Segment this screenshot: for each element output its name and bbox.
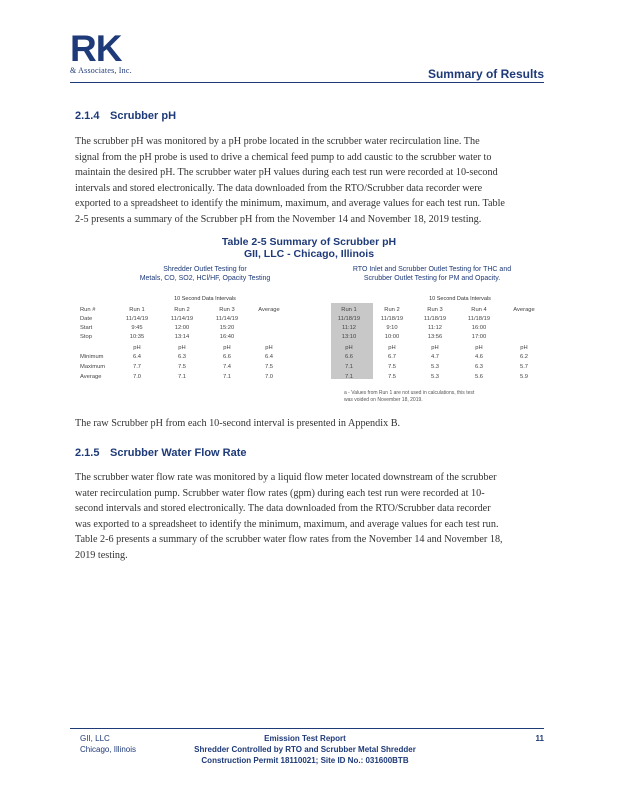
table-cell: 5.7 (519, 364, 529, 370)
table-subtitle: GII, LLC - Chicago, Illinois (243, 248, 375, 260)
table-cell: 11/18/19 (467, 316, 491, 322)
table-cell: 11:12 (427, 325, 443, 331)
paragraph-appendix-ref: The raw Scrubber pH from each 10-second interval is presented in Appendix B. (75, 418, 401, 429)
row-label: Date (80, 316, 93, 322)
paragraph-line: Table 2-6 presents a summary of the scrubber water flow rates from the November 14 and November 18, (75, 534, 503, 546)
table-cell: 7.5 (177, 364, 187, 370)
table-cell: 11/14/19 (125, 316, 149, 322)
footer-center (180, 733, 430, 766)
section-title: Scrubber pH (110, 110, 177, 122)
table-cell: Run 1 (129, 307, 145, 313)
footer-left (80, 733, 136, 755)
table-cell: 6.4 (132, 354, 142, 360)
footer-location: Chicago, Illinois (80, 745, 137, 754)
table-cell: Run 2 (174, 307, 190, 313)
section-heading-scrubber-ph (75, 110, 176, 122)
table-row (80, 307, 540, 316)
table-cell: 4.7 (430, 354, 440, 360)
paragraph-line: signal from the pH probe is used to drive a chemical feed pump to add caustic to the scrubber water to (75, 151, 492, 163)
table-cell: 7.7 (132, 364, 142, 370)
table-cell: 7.1 (222, 374, 232, 380)
table-cell: 16:40 (219, 334, 235, 340)
paragraph-line: maintain the desired pH. The scrubber water pH values during each test run were recorded at 10-second (75, 167, 498, 179)
group-heading-line: Metals, CO, SO2, HCl/HF, Opacity Testing (139, 275, 271, 282)
paragraph-line: intervals and stored electronically. The data downloaded from the RTO/Scrubber data recorder were (75, 182, 483, 194)
table-cell: pH (431, 345, 439, 351)
table-cell: 5.3 (430, 374, 440, 380)
header-rule (70, 82, 544, 83)
table-title: Table 2-5 Summary of Scrubber pH (221, 236, 397, 248)
table-cell: pH (223, 345, 231, 351)
table-cell: 11/18/19 (423, 316, 447, 322)
table-cell: 6.2 (519, 354, 529, 360)
footer-rule (70, 728, 544, 729)
paragraph-line: 2019 testing. (75, 549, 128, 561)
left-group-heading (105, 265, 305, 283)
table-cell: Run 2 (384, 307, 400, 313)
row-label: Run # (80, 307, 96, 313)
table-cell: 6.7 (387, 354, 397, 360)
footer-report: Emission Test Report (264, 734, 346, 743)
table-cell: pH (475, 345, 483, 351)
row-label: Minimum (80, 354, 104, 360)
table-cell: 5.9 (519, 374, 529, 380)
table-cell: 7.0 (264, 374, 274, 380)
logo-subtitle: & Associates, Inc. (70, 66, 132, 75)
table-cell: Run 3 (219, 307, 235, 313)
table-cell: pH (133, 345, 141, 351)
table-cell: 6.4 (264, 354, 274, 360)
footer-company: GII, LLC (80, 734, 110, 743)
page-number: 11 (535, 734, 544, 743)
table-cell: pH (345, 345, 353, 351)
group-heading-line: Shredder Outlet Testing for (163, 266, 247, 273)
table-cell: pH (388, 345, 396, 351)
table-row (80, 345, 540, 354)
table-cell: 6.6 (222, 354, 232, 360)
table-cell: 6.6 (344, 354, 354, 360)
table-cell: 12:00 (174, 325, 190, 331)
table-cell: 10:00 (384, 334, 400, 340)
footer-description: Shredder Controlled by RTO and Scrubber Metal Shredder (194, 745, 416, 754)
section-number: 2.1.4 (75, 110, 100, 122)
table-cell: 7.1 (344, 374, 354, 380)
section-title: Scrubber Water Flow Rate (110, 447, 247, 459)
right-interval-label: 10 Second Data Intervals (429, 296, 491, 302)
group-heading-line: Scrubber Outlet Testing for PM and Opacity. (363, 275, 501, 282)
paragraph-line: The scrubber water flow rate was monitored by a liquid flow meter located downstream of the scrubber (75, 472, 497, 483)
table-cell: 11:12 (341, 325, 357, 331)
table-cell: Run 1 (341, 307, 357, 313)
table-cell: pH (520, 345, 528, 351)
table-cell: 7.1 (177, 374, 187, 380)
table-cell: 7.4 (222, 364, 232, 370)
paragraph-line: second intervals and stored electronically. The data downloaded from the RTO/Scrubber data recorder (75, 503, 491, 515)
table-cell: pH (265, 345, 273, 351)
section-number: 2.1.5 (75, 447, 100, 459)
table-cell: 6.3 (177, 354, 187, 360)
table-cell: 11/14/19 (170, 316, 194, 322)
header-title: Summary of Results (427, 67, 544, 81)
table-cell: 7.1 (344, 364, 354, 370)
table-cell: 7.5 (387, 374, 397, 380)
table-cell: 6.3 (474, 364, 484, 370)
table-cell: Average (258, 307, 280, 313)
table-cell: pH (178, 345, 186, 351)
paragraph-line: exported to a spreadsheet to identify the minimum, maximum, and average values for each test run. Table (75, 198, 505, 210)
group-heading-line: RTO Inlet and Scrubber Outlet Testing for THC and (352, 266, 512, 273)
table-cell: 16:00 (471, 325, 487, 331)
paragraph-water-flow (75, 470, 545, 564)
paragraph-line: was exported to a spreadsheet to identify the minimum, maximum, and average values for each test run. (75, 518, 499, 530)
right-group-heading (318, 265, 546, 283)
table-cell: 5.3 (430, 364, 440, 370)
footnote-line: a - Values from Run 1 are not used in calculations, this test (344, 390, 475, 396)
paragraph-line: 2-5 presents a summary of the Scrubber pH from the November 14 and November 18, 2019 testing. (75, 213, 482, 225)
table-cell: 11/14/19 (215, 316, 239, 322)
footer-permit: Construction Permit 18110021; Site ID No.: 031600BTB (201, 756, 409, 765)
table-cell: 7.5 (387, 364, 397, 370)
row-label: Stop (80, 334, 92, 340)
table-cell: Run 4 (471, 307, 487, 313)
company-logo (70, 30, 132, 75)
section-heading-water-flow (75, 447, 247, 459)
table-cell: 13:56 (427, 334, 443, 340)
table-cell: Run 3 (427, 307, 443, 313)
left-interval-label: 10 Second Data Intervals (174, 296, 236, 302)
table-row (80, 354, 540, 363)
row-label: Start (80, 325, 93, 331)
table-row (80, 334, 540, 343)
table-cell: 15:20 (219, 325, 235, 331)
table-cell: 7.5 (264, 364, 274, 370)
logo-main: RK (70, 28, 122, 69)
table-cell: Average (513, 307, 535, 313)
table-row (80, 316, 540, 325)
table-cell: 9:10 (386, 325, 398, 331)
table-row (80, 325, 540, 334)
table-cell: 10:35 (129, 334, 145, 340)
table-cell: 4.6 (474, 354, 484, 360)
table-cell: 9:45 (131, 325, 143, 331)
table-cell: 7.0 (132, 374, 142, 380)
table-cell: 13:10 (341, 334, 357, 340)
table-row (80, 374, 540, 383)
table-cell: 13:14 (174, 334, 190, 340)
paragraph-line: The scrubber pH was monitored by a pH probe located in the scrubber water recirculation line. The (75, 136, 480, 147)
row-label: Average (80, 374, 102, 380)
table-footnote (344, 390, 514, 404)
paragraph-line: water recirculation pump. Scrubber water flow rates (gpm) during each test run were recorded at 10- (75, 487, 485, 499)
table-cell: 11/18/19 (337, 316, 361, 322)
table-cell: 5.6 (474, 374, 484, 380)
footnote-line: was voided on November 18, 2019. (344, 397, 423, 403)
paragraph-scrubber-ph (75, 134, 545, 228)
row-label: Maximum (80, 364, 106, 370)
table-cell: 17:00 (471, 334, 487, 340)
table-row (80, 364, 540, 373)
table-cell: 11/18/19 (380, 316, 404, 322)
